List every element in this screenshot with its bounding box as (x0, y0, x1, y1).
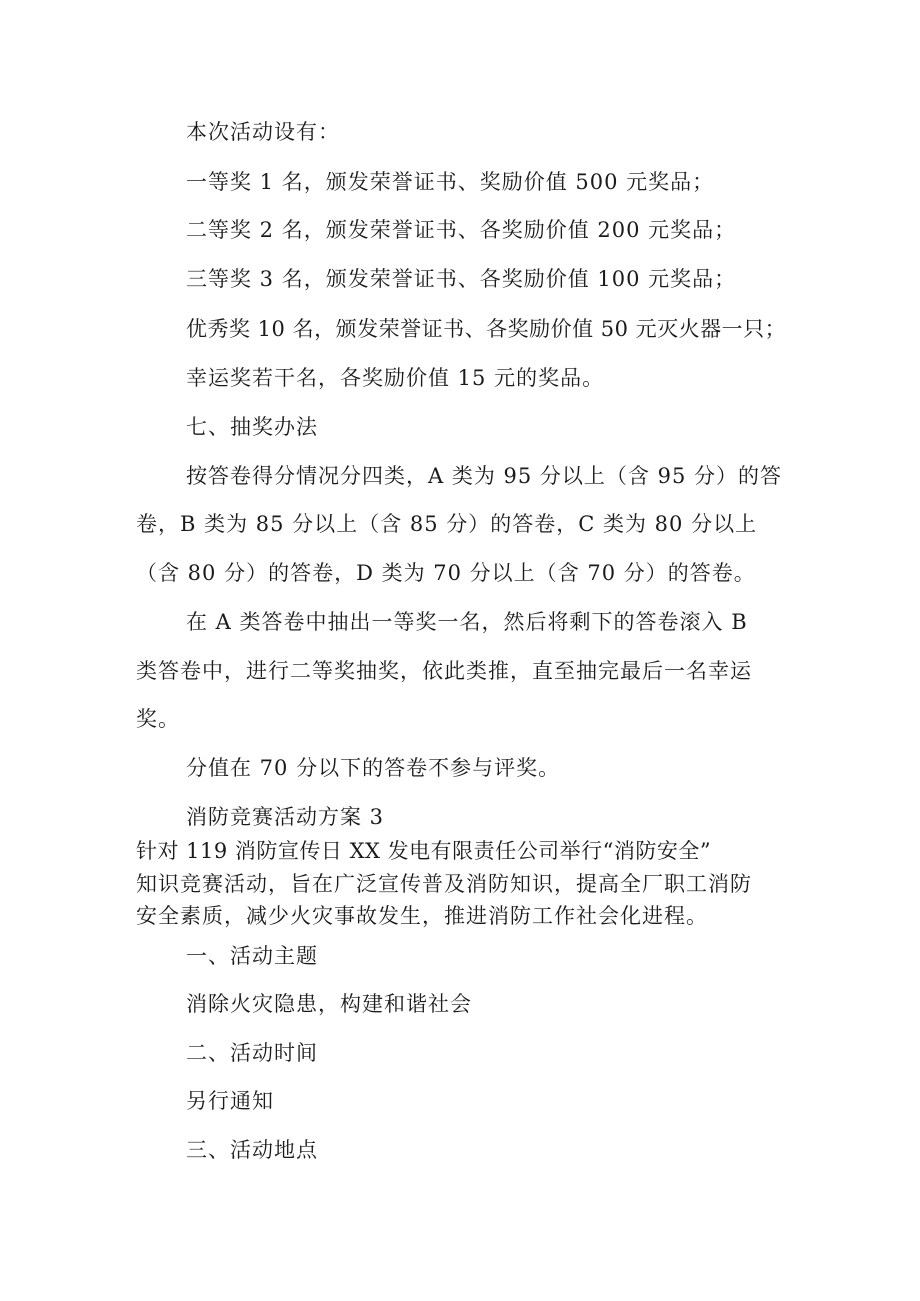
section-heading-theme: 一、活动主题 (186, 944, 318, 968)
section-heading-location: 三、活动地点 (186, 1138, 318, 1162)
lottery-paragraph2-line-3: 奖。 (136, 707, 180, 731)
awards-intro: 本次活动设有： (186, 120, 340, 144)
intro-paragraph-line-2: 知识竞赛活动，旨在广泛宣传普及消防知识，提高全厂职工消防 (136, 872, 752, 896)
lucky-prize: 幸运奖若干名，各奖励价值 15 元的奖品。 (186, 366, 605, 390)
section-heading-time: 二、活动时间 (186, 1041, 318, 1065)
intro-paragraph-line-1: 针对 119 消防宣传日 XX 发电有限责任公司举行“消防安全” (136, 839, 712, 863)
second-prize: 二等奖 2 名，颁发荣誉证书、各奖励价值 200 元奖品； (186, 218, 737, 242)
first-prize: 一等奖 1 名，颁发荣誉证书、奖励价值 500 元奖品； (186, 170, 715, 194)
lottery-paragraph2-line-2: 类答卷中，进行二等奖抽奖，依此类推，直至抽完最后一名幸运 (136, 659, 752, 683)
score-threshold-note: 分值在 70 分以下的答卷不参与评奖。 (186, 756, 561, 780)
theme-text: 消除火灾隐患，构建和谐社会 (186, 992, 472, 1016)
intro-paragraph-line-3: 安全素质，减少火灾事故发生，推进消防工作社会化进程。 (136, 904, 708, 928)
lottery-paragraph-line-3: （含 80 分）的答卷，D 类为 70 分以上（含 70 分）的答卷。 (136, 561, 756, 585)
excellence-prize: 优秀奖 10 名，颁发荣誉证书、各奖励价值 50 元灭火器一只； (186, 317, 787, 341)
lottery-paragraph-line-1: 按答卷得分情况分四类，A 类为 95 分以上（含 95 分）的答 (186, 464, 782, 488)
section-heading-lottery: 七、抽奖办法 (186, 415, 318, 439)
time-text: 另行通知 (186, 1089, 274, 1113)
third-prize: 三等奖 3 名，颁发荣誉证书、各奖励价值 100 元奖品； (186, 267, 737, 291)
lottery-paragraph-line-2: 卷，B 类为 85 分以上（含 85 分）的答卷，C 类为 80 分以上 (136, 512, 758, 536)
plan-title: 消防竞赛活动方案 3 (186, 805, 385, 829)
lottery-paragraph2-line-1: 在 A 类答卷中抽出一等奖一名，然后将剩下的答卷滚入 B (186, 610, 748, 634)
